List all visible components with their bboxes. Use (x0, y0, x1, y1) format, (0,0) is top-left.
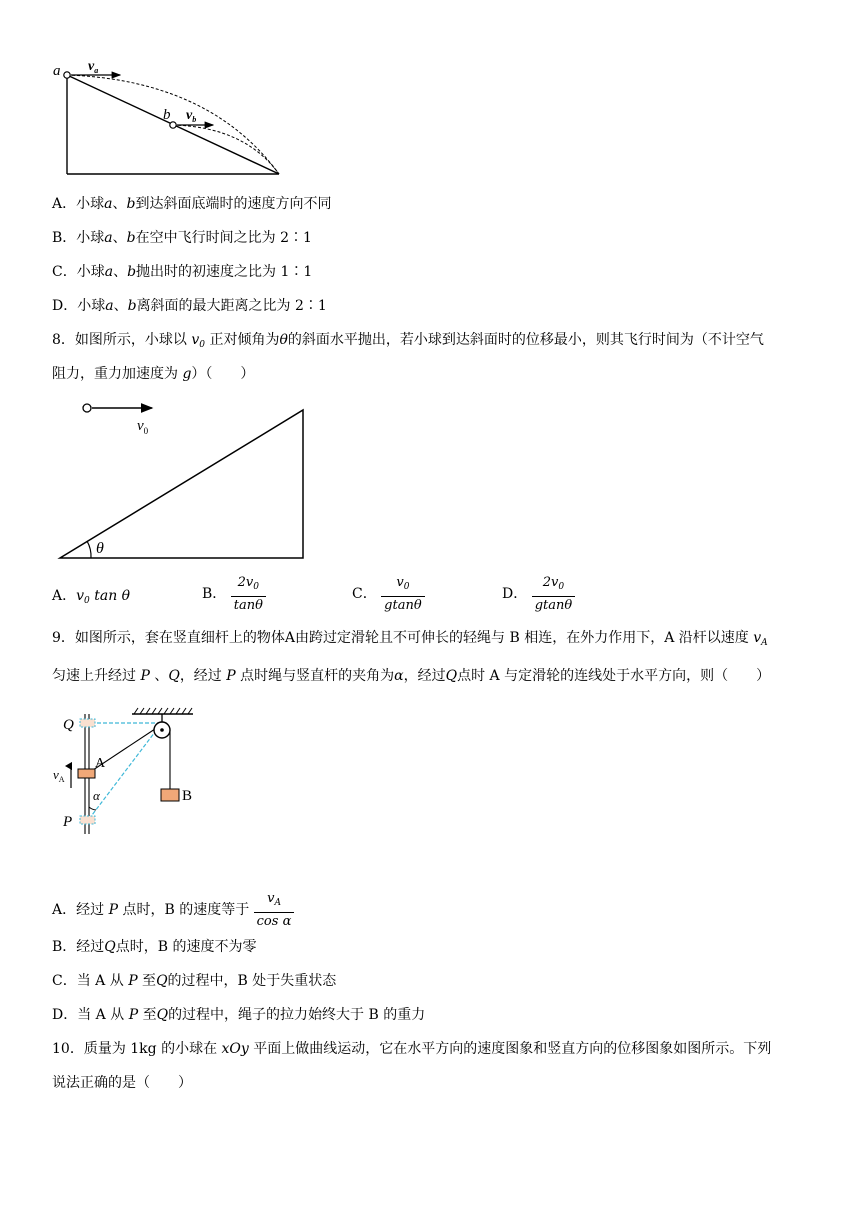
ball-b (170, 122, 176, 128)
dashed-p-line (89, 728, 158, 819)
q-position-block (80, 719, 95, 727)
q9-option-a[interactable]: A．经过 P 点时，B 的速度等于 $\frac{v_A}{\text{cos α}}$ (52, 890, 294, 930)
q8-label-theta: θ (96, 540, 104, 557)
label-va: $v_a$ (88, 59, 99, 75)
q7-option-c[interactable]: C．小球a、b抛出时的初速度之比为 1∶1 (52, 264, 313, 280)
q8-incline (60, 410, 303, 558)
q8-ball (83, 404, 91, 412)
label-alpha: α (93, 788, 100, 803)
q9-stem-line2: 匀速上升经过 P 、Q，经过 P 点时绳与竖直杆的夹角为α，经过Q点时 A 与定滑轮的连线处于水平方向，则（ ） (52, 668, 771, 684)
q7-option-d[interactable]: D．小球a、b离斜面的最大距离之比为 2∶1 (52, 298, 327, 314)
q7-option-b[interactable]: B．小球a、b在空中飞行时间之比为 2∶1 (52, 230, 312, 246)
q8-fraction-b: $\frac{2v_0}{\tan\theta}$ (231, 574, 266, 614)
q8-option-d[interactable]: D． $\frac{2v_0}{gtan\theta}$ (502, 574, 575, 614)
label-p: P (63, 814, 73, 830)
q9-option-d[interactable]: D．当 A 从 P 至Q的过程中，绳子的拉力始终大于 B 的重力 (52, 1007, 426, 1023)
q8-option-b[interactable]: B． $\frac{2v_0}{\tan\theta}$ (202, 574, 266, 614)
q8-stem-line2: 阻力，重力加速度为 g）（ ） (52, 366, 255, 382)
q8-fraction-c: $\frac{v_0}{gtan\theta}$ (381, 574, 425, 614)
label-q: Q (63, 717, 74, 733)
p-position-block (80, 816, 95, 824)
q8-fraction-d: $\frac{2v_0}{gtan\theta}$ (532, 574, 576, 614)
block-b (161, 789, 179, 801)
ceiling-hatch (134, 708, 192, 714)
label-b: B (182, 788, 193, 804)
q7-option-a[interactable]: A．小球a、b到达斜面底端时的速度方向不同 (52, 196, 332, 212)
label-a: A (95, 756, 106, 771)
ball-a (64, 72, 70, 78)
label-b: b (163, 107, 171, 123)
q9-figure (50, 702, 210, 844)
q8-angle-arc (87, 541, 91, 558)
q8-figure (55, 398, 310, 563)
block-a (78, 769, 95, 778)
q9-option-b[interactable]: B．经过Q点时，B 的速度不为零 (52, 939, 257, 955)
q8-option-a[interactable]: A．$v_0$ tan θ (52, 588, 131, 606)
pulley-axle (160, 728, 164, 732)
q7-figure (50, 55, 290, 180)
q9-stem-line1: 9．如图所示，套在竖直细杆上的物体A由跨过定滑轮且不可伸长的轻绳与 B 相连，在外力作用下，A 沿杆以速度 $v_A$ (52, 630, 768, 648)
label-a: a (53, 63, 61, 79)
q8-stem-line1: 8．如图所示，小球以 $v_0$ 正对倾角为θ的斜面水平抛出，若小球到达斜面时的位移最小，则其飞行时间为（不计空气 (52, 332, 764, 350)
q10-stem-line2: 说法正确的是（ ） (52, 1075, 192, 1091)
q9-option-c[interactable]: C．当 A 从 P 至Q的过程中，B 处于失重状态 (52, 973, 337, 989)
q10-stem-line1: 10．质量为 1kg 的小球在 xOy 平面上做曲线运动，它在水平方向的速度图象和竖直方向的位移图象如图所示。下列 (52, 1041, 772, 1057)
label-vb: $v_b$ (186, 108, 197, 124)
label-va: $v_A$ (53, 767, 65, 784)
q8-option-c[interactable]: C． $\frac{v_0}{gtan\theta}$ (352, 574, 425, 614)
q8-label-v0: $v_0$ (137, 418, 149, 436)
alpha-arc (89, 807, 96, 810)
q9-fraction-a: $\frac{v_A}{\text{cos α}}$ (254, 890, 295, 930)
